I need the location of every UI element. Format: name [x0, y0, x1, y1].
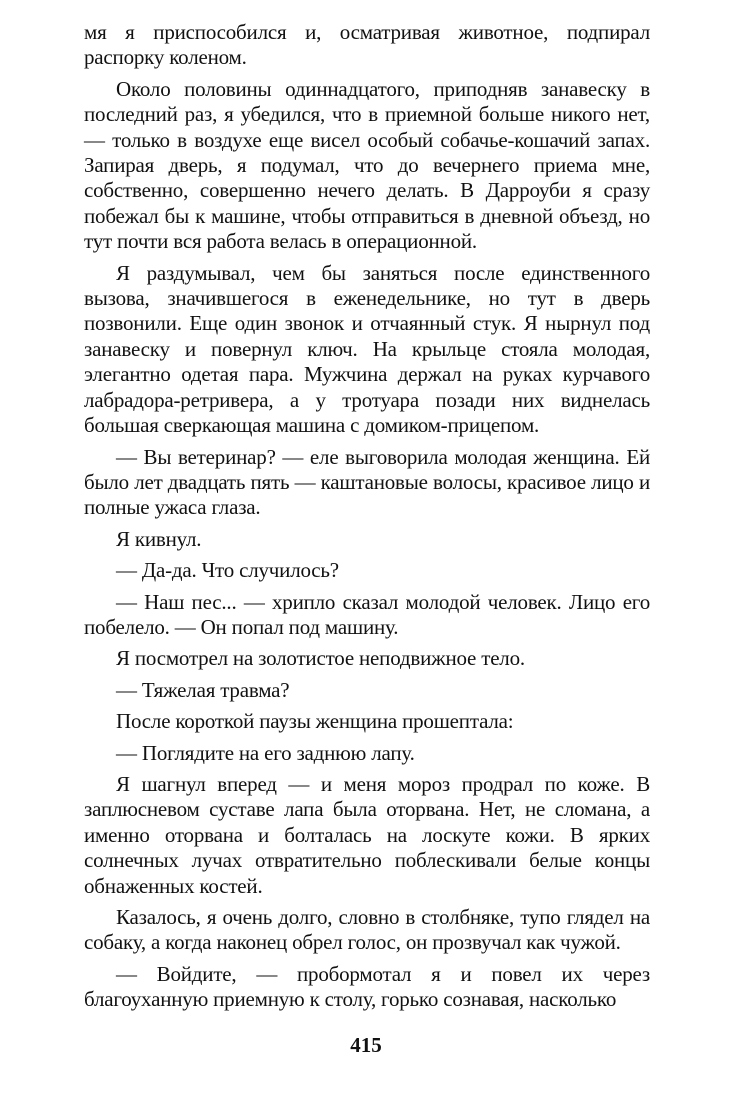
paragraph-8: Я посмотрел на золотистое неподвижное тело.	[116, 646, 525, 671]
paragraph-13: Казалось, я очень долго, словно в столбняке, тупо глядел на собаку, а когда наконец обрел голос, он прозвучал как чужой.	[84, 905, 650, 955]
paragraph-3: Я раздумывал, чем бы заняться после единственного вызова, значившегося в еженедельнике, но тут в дверь позвонили. Еще один звонок и отчаянный стук. Я нырнул под занавеску и повернул ключ. На крыльце стояла молодая, элегантно одетая пара. Мужчина держал на руках курчавого лабрадора-ретривера, а у тротуара позади них виднелась большая сверкающая машина с домиком-прицепом.	[84, 260, 650, 438]
page-text	[84, 20, 650, 1019]
paragraph-12: Я шагнул вперед — и меня мороз продрал по коже. В заплюсневом суставе лапа была оторвана. Нет, не сломана, а именно оторвана и болталась на лоскуте кожи. В ярких солнечных лучах отвратительно поблескивали белые концы обнаженных костей.	[84, 771, 650, 898]
paragraph-9: — Тяжелая травма?	[116, 677, 290, 702]
page-number: 415	[350, 1033, 382, 1057]
paragraph-11: — Поглядите на его заднюю лапу.	[116, 740, 415, 765]
paragraph-5: Я кивнул.	[116, 526, 202, 551]
paragraph-4: — Вы ветеринар? — еле выговорила молодая женщина. Ей было лет двадцать пять — каштановые волосы, красивое лицо и полные ужаса глаза.	[84, 444, 650, 520]
paragraph-10: После короткой паузы женщина прошептала:	[116, 709, 514, 734]
paragraph-1: мя я приспособился и, осматривая животное, подпирал распорку коленом.	[84, 20, 650, 70]
paragraph-14: — Войдите, — пробормотал я и повел их через благоуханную приемную к столу, горько сознавая, насколько	[84, 961, 650, 1012]
paragraph-7: — Наш пес... — хрипло сказал молодой человек. Лицо его побелело. — Он попал под машину.	[84, 589, 650, 639]
paragraph-6: — Да-да. Что случилось?	[116, 558, 339, 583]
paragraph-2: Около половины одиннадцатого, приподняв занавеску в последний раз, я убедился, что в приемной больше никого нет, — только в воздухе еще висел особый собачье-кошачий запах. Запирая дверь, я подумал, что до вечернего приема мне, собственно, совершенно нечего делать. В Дарроуби я сразу побежал бы к машине, чтобы отправиться в дневной объезд, но тут почти вся работа велась в операционной.	[84, 76, 650, 254]
